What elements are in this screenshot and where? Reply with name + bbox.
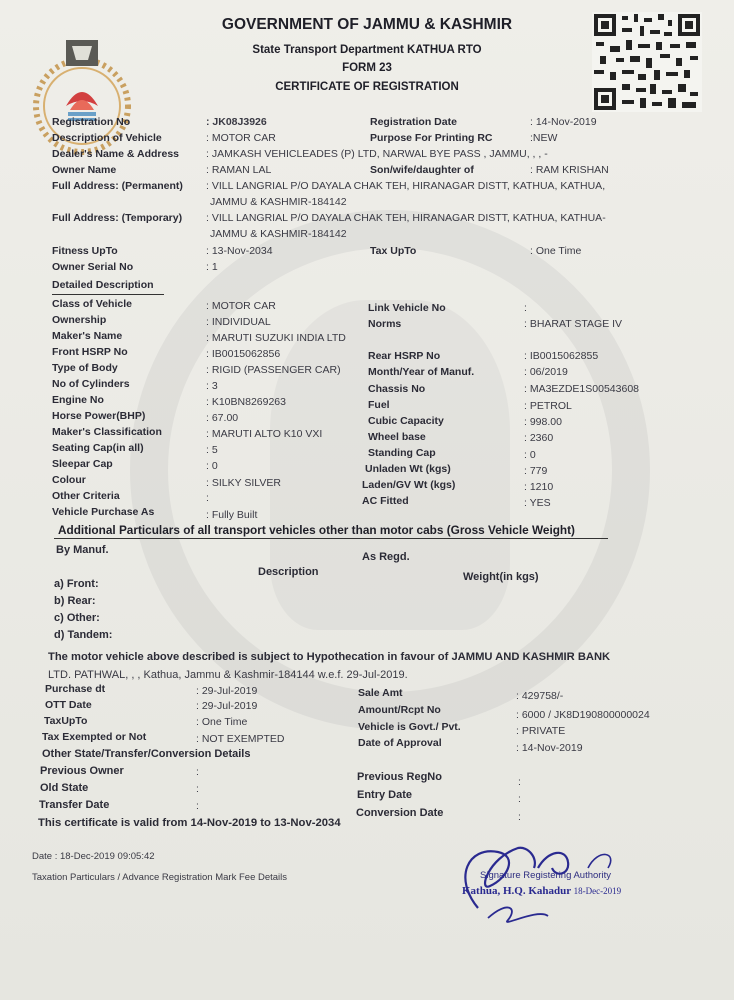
axle-other: c) Other: (54, 612, 100, 624)
ott-date: : 29-Jul-2019 (196, 700, 258, 712)
field-label: Rear HSRP No (368, 350, 441, 362)
field-label: Son/wife/daughter of (370, 164, 474, 176)
field-label: Seating Cap(in all) (52, 442, 144, 454)
field-value: : 5 (206, 444, 218, 456)
conversion-date-label: Conversion Date (356, 807, 444, 819)
field-value: : BHARAT STAGE IV (524, 318, 623, 330)
field-label: Description of Vehicle (52, 132, 162, 144)
field-label: Sleepar Cap (52, 458, 113, 470)
hypothecation-line2: LTD. PATHWAL, , , Kathua, Jammu & Kashmir-184144 w.e.f. 29-Jul-2019. (48, 669, 408, 681)
permanent-address: : VILL LANGRIAL P/O DAYALA CHAK TEH, HIRANAGAR DISTT, KATHUA, KATHUA, (206, 180, 606, 192)
as-regd-label: As Regd. (362, 551, 410, 563)
field-value: : Fully Built (206, 509, 258, 521)
additional-particulars-title: Additional Particulars of all transport vehicles other than motor cabs (Gross Vehicle Weight) (58, 523, 575, 537)
field-value: : JAMKASH VEHICLEADES (P) LTD, NARWAL BYE PASS , JAMMU, , , - (206, 148, 548, 160)
field-label: Ownership (52, 314, 107, 326)
field-label: Dealer's Name & Address (52, 148, 179, 160)
field-value: : 1210 (524, 481, 554, 493)
field-value: : YES (524, 497, 551, 509)
field-label: Chassis No (368, 383, 426, 395)
printing-purpose: :NEW (530, 132, 558, 144)
field-label: Colour (52, 474, 86, 486)
field-value: : (206, 492, 209, 504)
divider (52, 294, 164, 295)
field-label: Standing Cap (368, 447, 436, 459)
print-date: Date : 18-Dec-2019 09:05:42 (32, 851, 155, 862)
field-label: Registration No (52, 116, 131, 128)
tax-upto-value: : One Time (196, 716, 248, 728)
field-value: : IB0015062855 (524, 350, 599, 362)
description-label: Description (258, 566, 319, 578)
field-label: Engine No (52, 394, 104, 406)
chassis-number: : MA3EZDE1S00543608 (524, 383, 639, 395)
temporary-address-line2: JAMMU & KASHMIR-184142 (210, 228, 347, 240)
field-label: Wheel base (368, 431, 426, 443)
field-value: : MOTOR CAR (206, 300, 276, 312)
field-value: : PETROL (524, 400, 572, 412)
government-title: GOVERNMENT OF JAMMU & KASHMIR (221, 16, 513, 33)
colon: : (518, 811, 521, 823)
field-label: Tax UpTo (370, 245, 417, 257)
field-value: : MOTOR CAR (206, 132, 276, 144)
field-label: Link Vehicle No (368, 302, 446, 314)
colon: : (196, 800, 199, 812)
axle-rear: b) Rear: (54, 595, 96, 607)
previous-regno-label: Previous RegNo (357, 771, 442, 783)
field-label: Laden/GV Wt (kgs) (362, 479, 456, 491)
signature-authority-text: Signature Registering Authority (480, 870, 611, 881)
divider (54, 538, 608, 539)
field-value: : 779 (524, 465, 548, 477)
owner-serial: : 1 (206, 261, 218, 273)
field-label: Purchase dt (45, 683, 106, 695)
old-state-label: Old State (40, 782, 89, 794)
field-value: : 0 (524, 449, 536, 461)
field-label: Class of Vehicle (52, 298, 132, 310)
field-label: Owner Name (52, 164, 117, 176)
field-label: Sale Amt (358, 687, 403, 699)
field-label: AC Fitted (362, 495, 409, 507)
hypothecation-line1: The motor vehicle above described is subject to Hypothecation in favour of JAMMU AND KASHMIR BANK (48, 651, 611, 663)
transfer-title: Other State/Transfer/Conversion Details (42, 748, 251, 760)
colon: : (196, 783, 199, 795)
transfer-date-label: Transfer Date (39, 799, 110, 811)
field-value: : (524, 302, 527, 314)
weight-label: Weight(in kgs) (463, 571, 539, 583)
field-label: Registration Date (370, 116, 457, 128)
form-number: FORM 23 (342, 62, 392, 74)
field-label: Maker's Name (52, 330, 123, 342)
field-label: TaxUpTo (44, 715, 88, 727)
department-title: State Transport Department KATHUA RTO (252, 44, 482, 56)
temporary-address: : VILL LANGRIAL P/O DAYALA CHAK TEH, HIRANAGAR DISTT, KATHUA, KATHUA- (206, 212, 606, 224)
field-label: Full Address: (Temporary) (52, 212, 183, 224)
field-label: Date of Approval (358, 737, 442, 749)
approval-date: : 14-Nov-2019 (516, 742, 583, 754)
receipt-number: : 6000 / JK8D190800000024 (516, 709, 650, 721)
field-label: OTT Date (45, 699, 92, 711)
field-label: Full Address: (Permanent) (52, 180, 183, 192)
field-label: Horse Power(BHP) (52, 410, 146, 422)
field-label: Amount/Rcpt No (358, 704, 441, 716)
field-value: : 06/2019 (524, 366, 568, 378)
field-value: : 67.00 (206, 412, 239, 424)
detailed-description-title: Detailed Description (52, 279, 154, 291)
field-label: Tax Exempted or Not (42, 731, 147, 743)
field-value: : 3 (206, 380, 218, 392)
colon: : (196, 766, 199, 778)
registration-date: : 14-Nov-2019 (530, 116, 597, 128)
field-label: Month/Year of Manuf. (368, 366, 475, 378)
registration-number: : JK08J3926 (206, 116, 267, 128)
relation-name: : RAM KRISHAN (530, 164, 609, 176)
field-value: : RIGID (PASSENGER CAR) (206, 364, 341, 376)
field-label: Vehicle Purchase As (52, 506, 155, 518)
field-label: Owner Serial No (52, 261, 134, 273)
tax-upto: : One Time (530, 245, 582, 257)
fitness-upto: : 13-Nov-2034 (206, 245, 273, 257)
previous-owner-label: Previous Owner (40, 765, 124, 777)
field-value: : IB0015062856 (206, 348, 281, 360)
field-label: Unladen Wt (kgs) (365, 463, 451, 475)
sale-amount: : 429758/- (516, 690, 564, 702)
field-value: : 998.00 (524, 416, 562, 428)
permanent-address-line2: JAMMU & KASHMIR-184142 (210, 196, 347, 208)
field-label: Type of Body (52, 362, 118, 374)
validity-statement: This certificate is valid from 14-Nov-2019 to 13-Nov-2034 (38, 817, 341, 829)
owner-name: : RAMAN LAL (206, 164, 272, 176)
colon: : (518, 776, 521, 788)
field-value: : 0 (206, 460, 218, 472)
field-value: : INDIVIDUAL (206, 316, 271, 328)
govt-private: : PRIVATE (516, 725, 566, 737)
field-label: Vehicle is Govt./ Pvt. (358, 721, 461, 733)
axle-tandem: d) Tandem: (54, 629, 113, 641)
field-label: Front HSRP No (52, 346, 128, 358)
field-value: : MARUTI ALTO K10 VXI (206, 428, 323, 440)
axle-front: a) Front: (54, 578, 99, 590)
colon: : (518, 793, 521, 805)
field-label: Maker's Classification (52, 426, 162, 438)
field-value: : 2360 (524, 432, 554, 444)
field-label: Other Criteria (52, 490, 120, 502)
field-label: Purpose For Printing RC (370, 132, 493, 144)
by-manuf-label: By Manuf. (56, 544, 109, 556)
purchase-date: : 29-Jul-2019 (196, 685, 258, 697)
engine-number: : K10BN8269263 (206, 396, 286, 408)
stamp-text: Kathua, H.Q. Kahadur 18-Dec-2019 (462, 885, 622, 897)
certificate-title: CERTIFICATE OF REGISTRATION (275, 81, 459, 93)
entry-date-label: Entry Date (357, 789, 413, 801)
field-label: Fitness UpTo (52, 245, 118, 257)
field-value: : MARUTI SUZUKI INDIA LTD (206, 332, 346, 344)
field-label: Fuel (368, 399, 390, 411)
field-value: : SILKY SILVER (206, 477, 281, 489)
field-label: Norms (368, 318, 402, 330)
field-label: Cubic Capacity (368, 415, 444, 427)
signature-icon (448, 838, 698, 928)
field-label: No of Cylinders (52, 378, 130, 390)
tax-exempted: : NOT EXEMPTED (196, 733, 285, 745)
taxation-particulars: Taxation Particulars / Advance Registration Mark Fee Details (32, 872, 288, 883)
